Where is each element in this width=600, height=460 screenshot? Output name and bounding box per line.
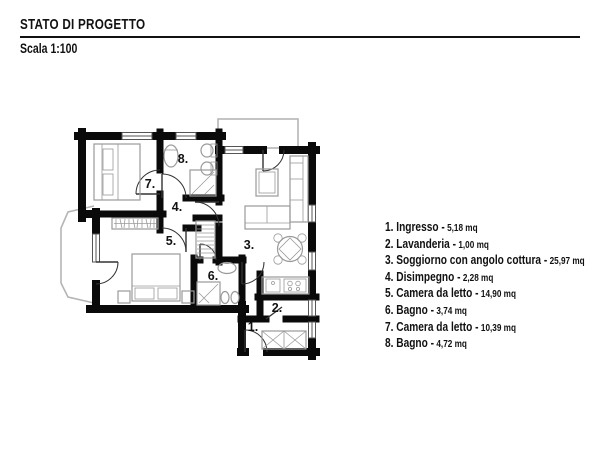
- room-label-7: 7.: [144, 177, 156, 191]
- legend-item-name: 8. Bagno -: [385, 335, 435, 351]
- tv-cabinet-symbol: [256, 169, 278, 196]
- legend-item-name: 7. Camera da letto -: [385, 318, 479, 334]
- room-label-4: 4.: [171, 200, 183, 214]
- nightstand-symbol-left: [118, 291, 130, 303]
- interior-walls: [82, 132, 316, 319]
- legend-item-name: 6. Bagno -: [385, 301, 435, 317]
- legend-item: [385, 236, 585, 253]
- legend-item-name: 2. Lavanderia -: [385, 235, 457, 251]
- legend-item-area: 3,74 mq: [436, 304, 467, 317]
- legend-item-area: 14,90 mq: [480, 288, 516, 301]
- balcony-outline: [61, 206, 94, 303]
- legend-item-area: 4,72 mq: [436, 338, 467, 351]
- legend-item-area: 10,39 mq: [480, 321, 516, 334]
- room-label-3: 3.: [243, 238, 255, 252]
- kitchen-counter-symbol: [262, 277, 309, 294]
- toilet-symbol-room6: [221, 292, 229, 304]
- legend-item: [385, 302, 585, 319]
- legend-item-area: 1,00 mq: [458, 238, 489, 251]
- room-label-5: 5.: [165, 234, 177, 248]
- legend-item-area: 2,28 mq: [462, 271, 494, 284]
- legend-item: [385, 285, 585, 302]
- legend-item: [385, 252, 585, 269]
- shower-symbol-room6: [197, 282, 220, 305]
- sink-symbol-room8: [164, 145, 178, 167]
- legend-item: [385, 335, 585, 352]
- legend-item-area: 25,97 mq: [549, 255, 585, 268]
- legend-item: [385, 219, 585, 236]
- sofa-symbol-large: [290, 156, 308, 222]
- legend-item-area: 5,18 mq: [447, 222, 478, 234]
- exterior-walls: [78, 132, 316, 356]
- legend-item-name: 4. Disimpegno -: [385, 268, 461, 284]
- bidet-symbol-room6: [231, 292, 239, 304]
- entry-wardrobe-symbol: [262, 331, 306, 349]
- legend-item: [385, 269, 585, 286]
- bed-symbol-room5: [132, 254, 180, 301]
- dining-table-symbol: [274, 234, 306, 264]
- room-label-2: 2.: [271, 301, 283, 315]
- terrace-outline: [218, 119, 298, 148]
- sheet-title: STATO DI PROGETTO: [20, 16, 146, 33]
- toilet-symbol-room8: [201, 144, 217, 157]
- room-legend: [385, 219, 600, 352]
- legend-item-name: 1. Ingresso -: [385, 219, 445, 234]
- room-label-1: 1.: [247, 320, 259, 334]
- legend-item-name: 5. Camera da letto -: [385, 285, 479, 301]
- sofa-symbol-small: [245, 206, 290, 229]
- sink-symbol-room6: [218, 263, 236, 274]
- legend-item-name: 3. Soggiorno con angolo cottura -: [385, 252, 548, 268]
- scale-label: Scala 1:100: [20, 41, 78, 56]
- legend-item: [385, 319, 585, 336]
- bidet-symbol-room8: [201, 162, 217, 175]
- room-label-8: 8.: [177, 152, 189, 166]
- room-label-6: 6.: [207, 269, 219, 283]
- wardrobe-hangers-symbol: [112, 218, 158, 229]
- bed-symbol-room7: [94, 144, 140, 200]
